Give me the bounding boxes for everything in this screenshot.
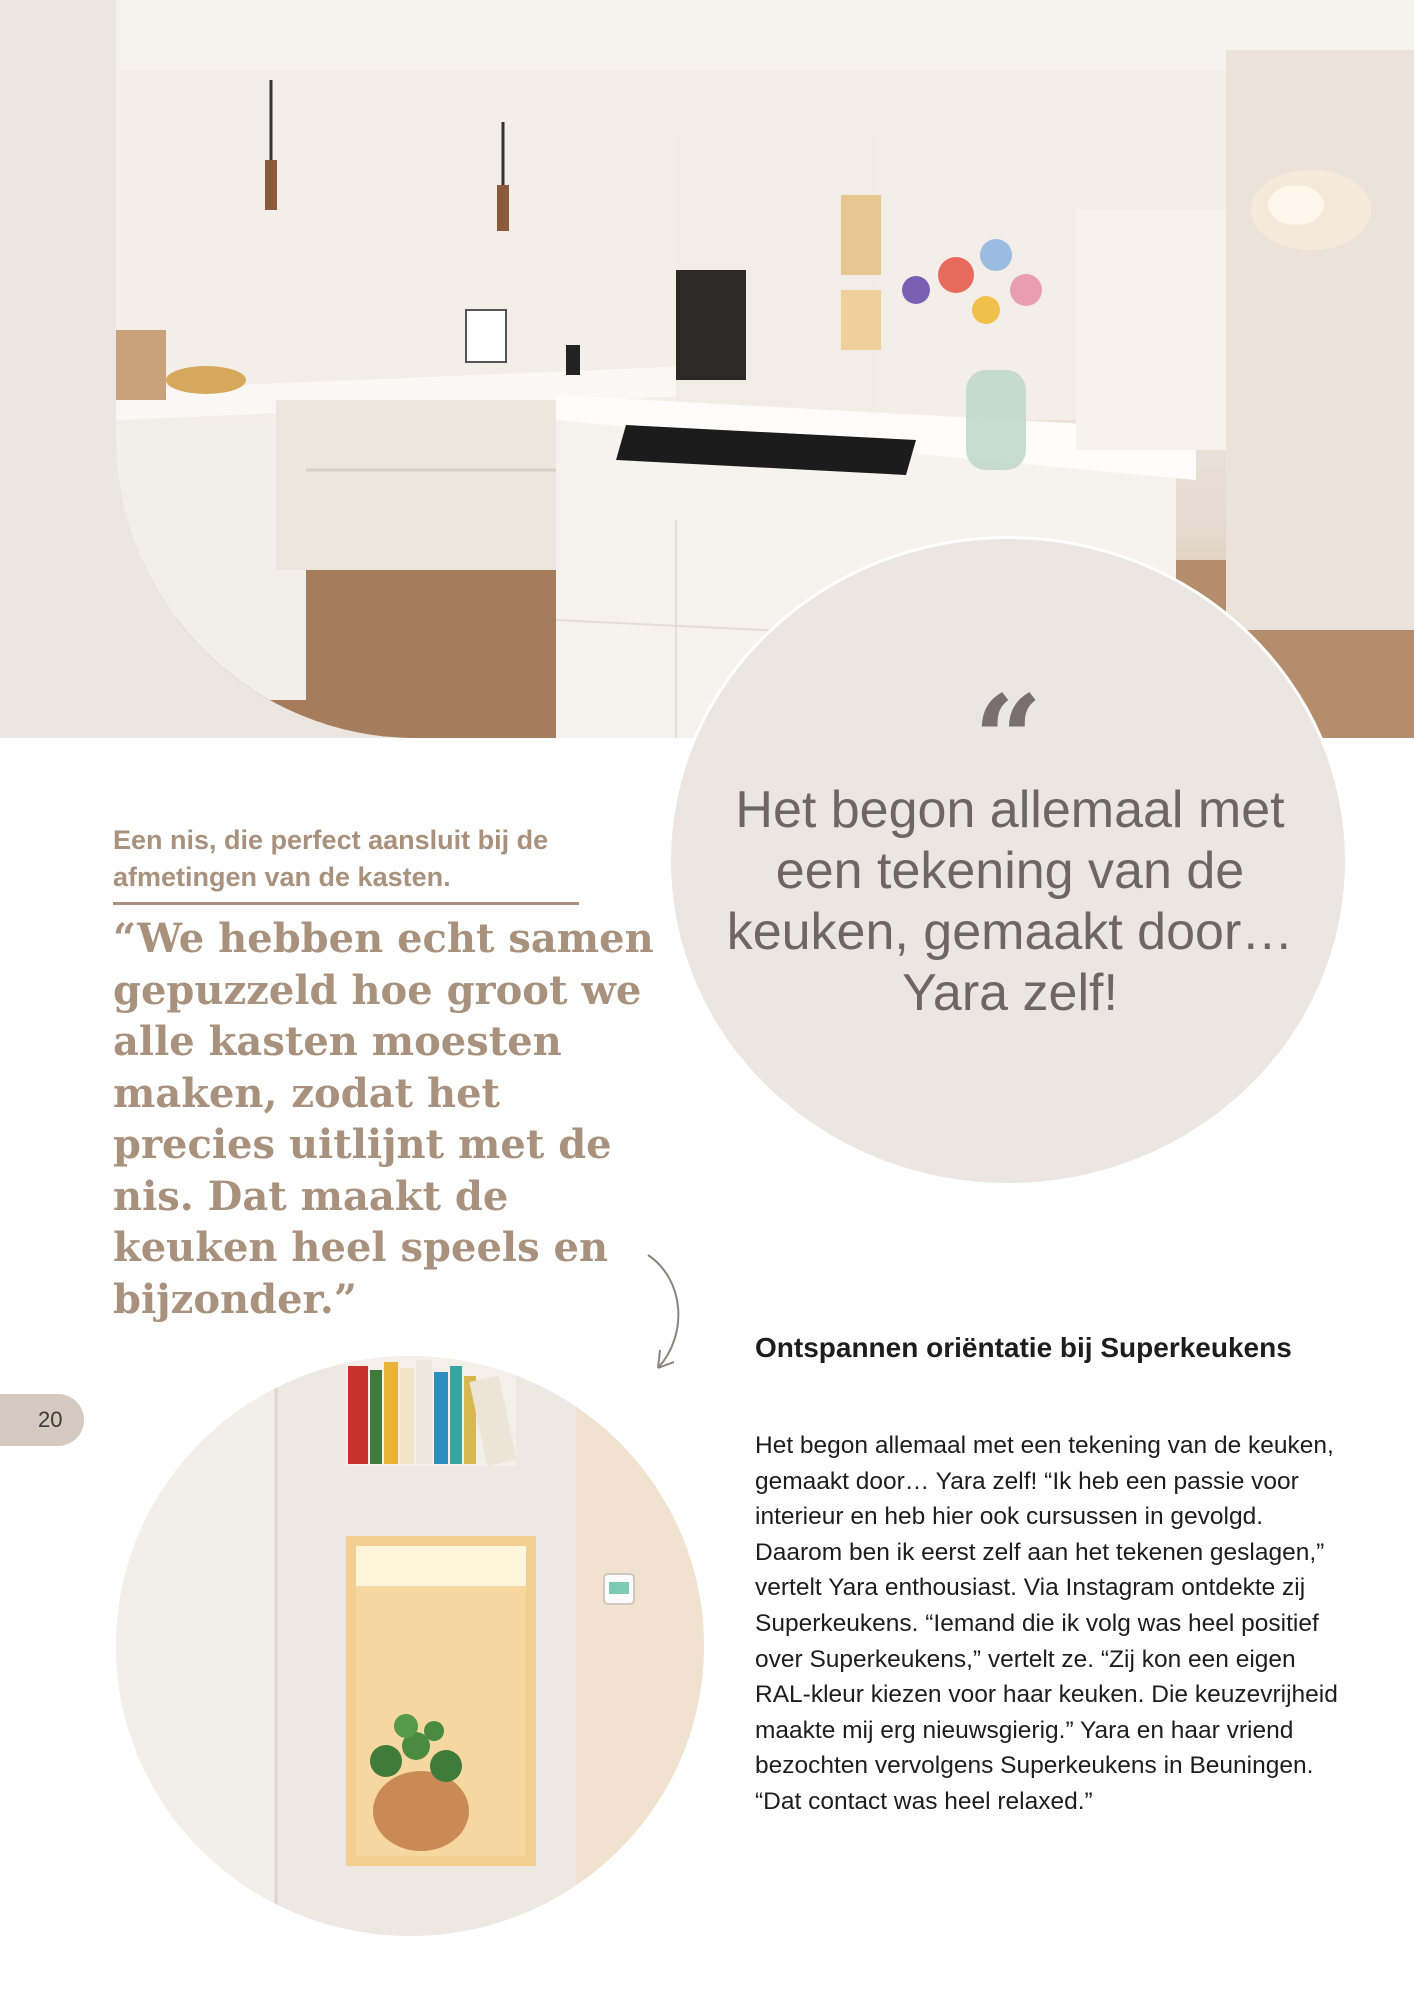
article-paragraph: Het begon allemaal met een tekening van de keuken, gemaakt door… Yara zelf! “Ik heb een passie voor interieur en heb hier ook cursussen in gevolgd. Daarom ben ik eerst zelf aan het tekenen geslagen,” vertelt Yara enthousiast. Via Instagram ontdekte zij Superkeukens. “Iemand die ik volg was heel positief over Superkeukens,” vertelt ze. “Zij kon een eigen RAL-kleur kiezen voor haar keuken. Die keuzevrijheid maakte mij erg nieuwsgierig.” Yara en haar vriend bezochten vervolgens Superkeukens in Beuningen. “Dat contact was heel relaxed.” — [755, 1432, 1338, 1815]
page-number: 20 — [38, 1407, 63, 1432]
photo-caption: Een nis, die perfect aansluit bij de afmetingen van de kasten. — [113, 825, 549, 892]
circle-pull-quote: Het begon allemaal met een tekening van de keuken, gemaakt door… Yara zelf! — [726, 781, 1294, 1022]
article-body — [755, 1428, 1355, 1820]
niche-photo — [116, 1356, 704, 1936]
caption-divider — [113, 902, 579, 905]
pull-quote: “We hebben echt samen gepuzzeld hoe groot we alle kasten moesten maken, zodat het precies uitlijnt met de nis. Dat maakt de keuken heel speels en bijzonder.” — [113, 915, 654, 1323]
quote-mark-icon: “ — [973, 669, 1043, 810]
article-heading: Ontspannen oriëntatie bij Superkeukens — [755, 1332, 1292, 1363]
